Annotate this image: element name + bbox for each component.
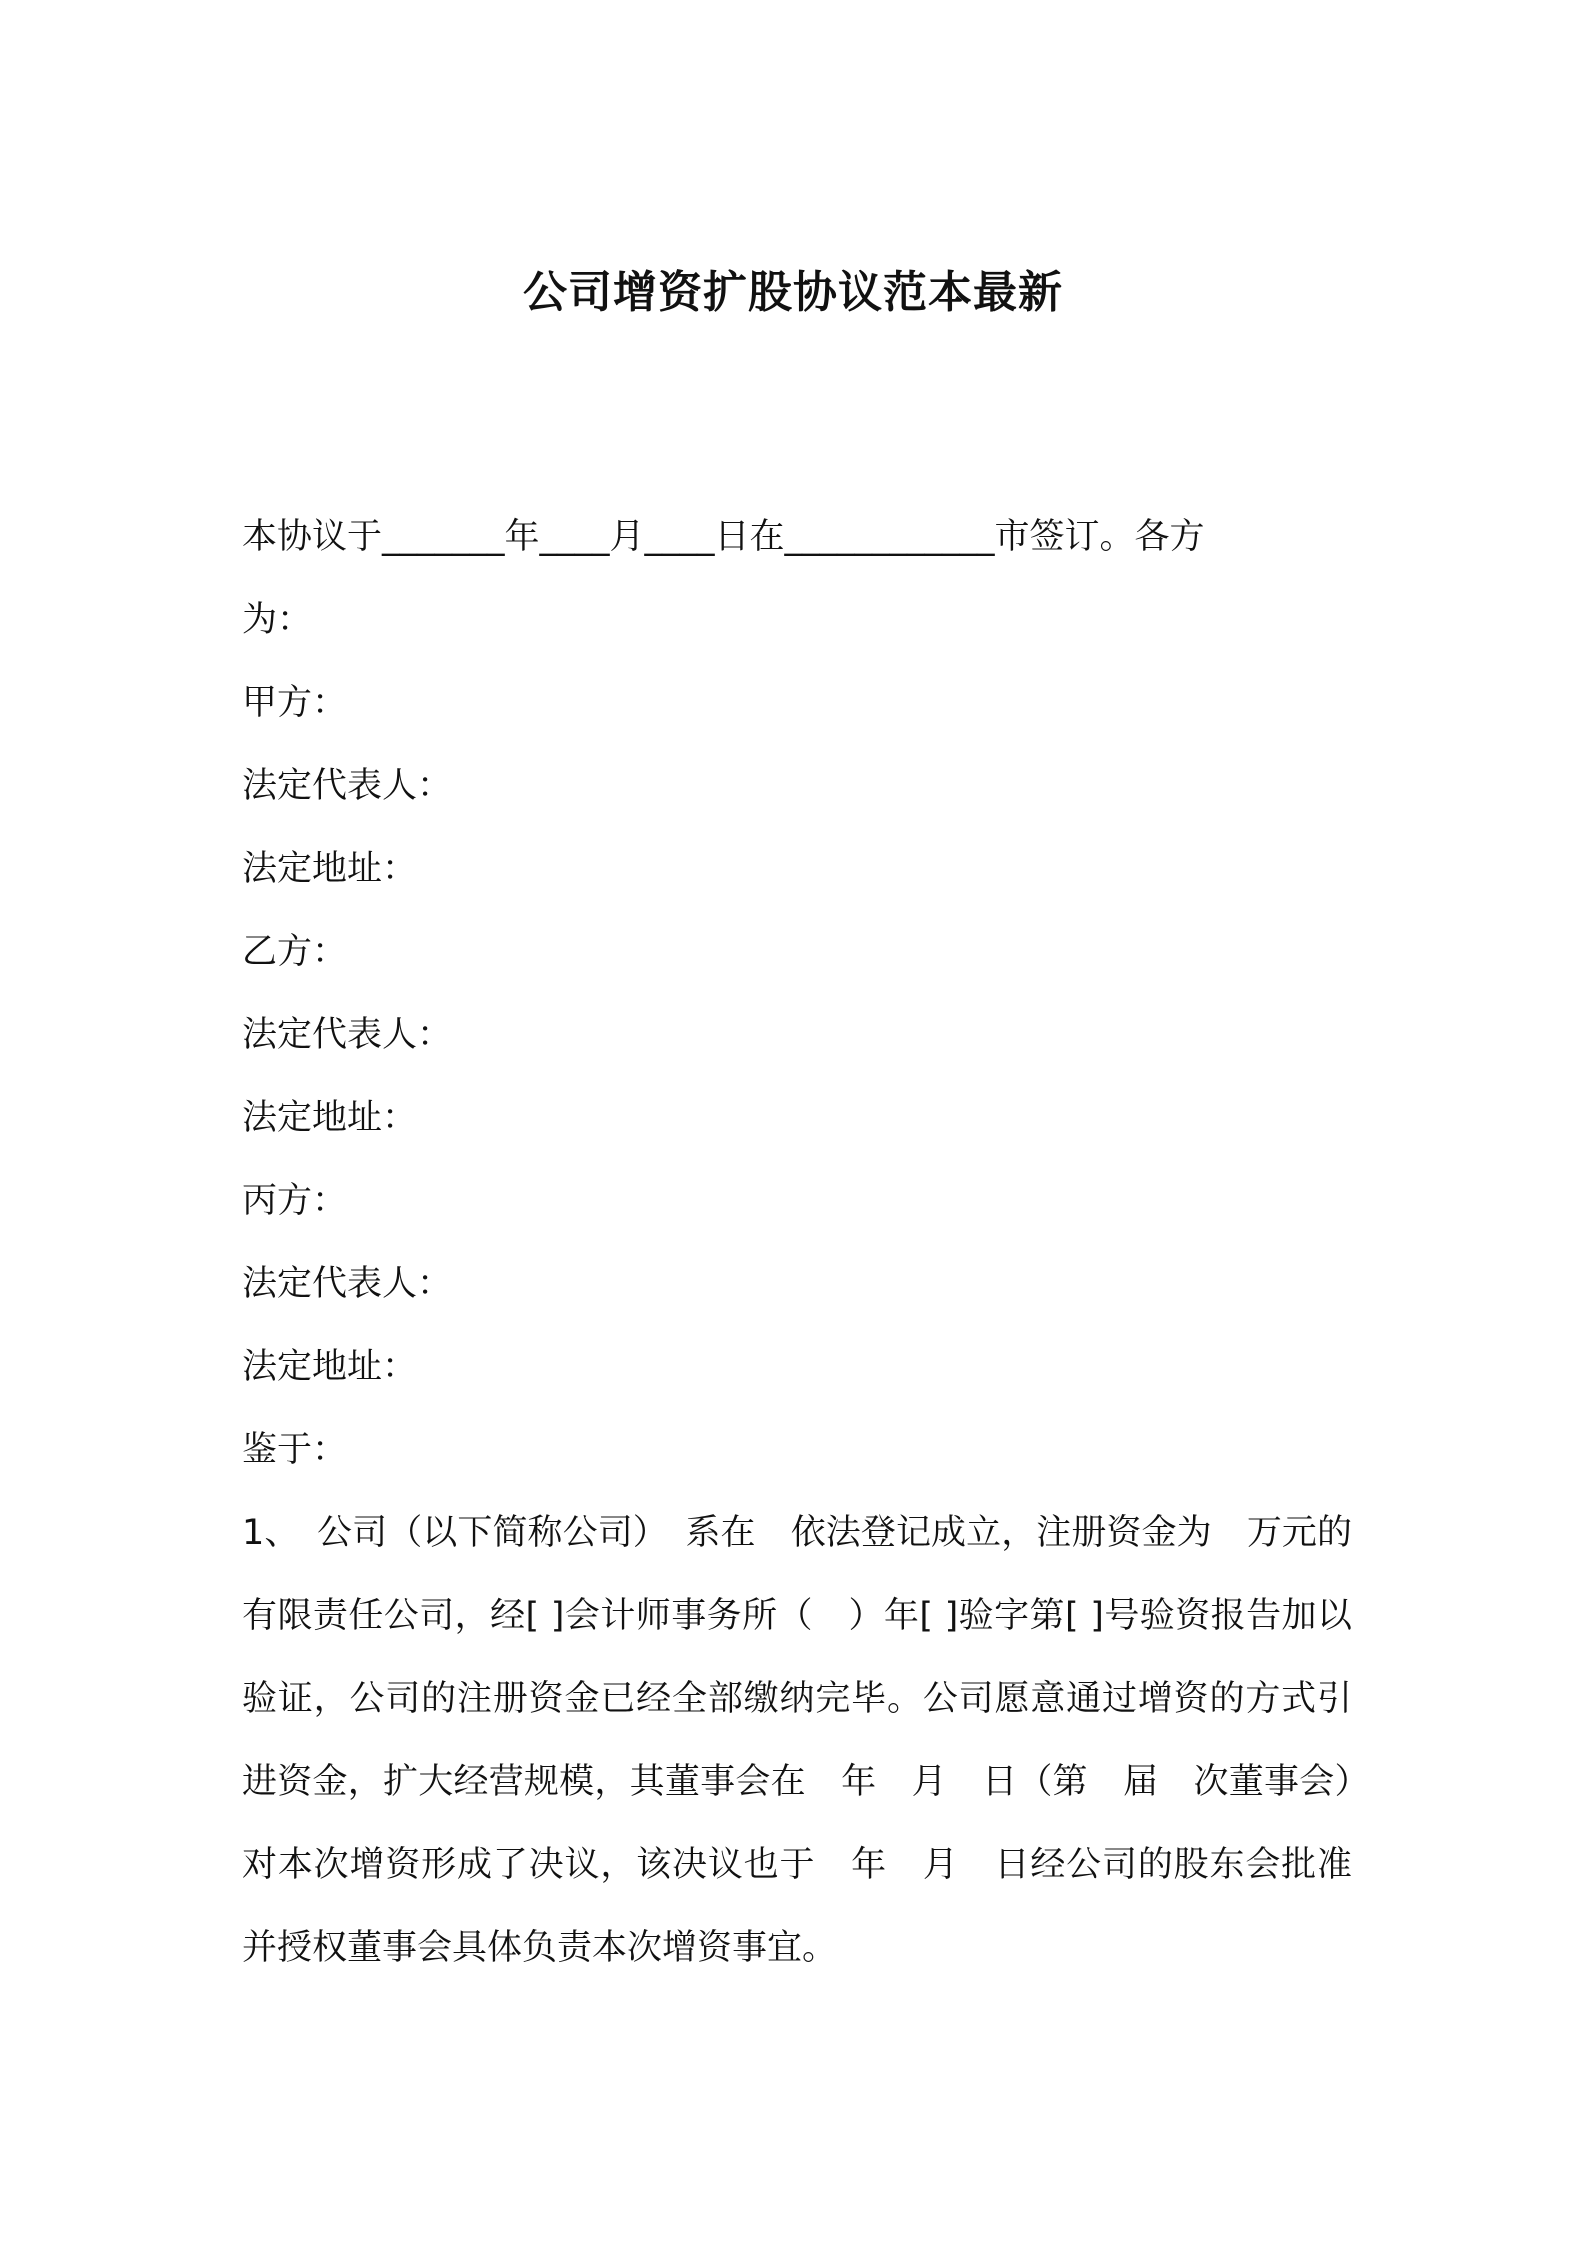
party-c-legal-representative: 法定代表人：	[242, 1264, 453, 1304]
party-c-legal-address: 法定地址：	[242, 1347, 418, 1387]
party-a-label: 甲方：	[242, 683, 348, 723]
whereas-label: 鉴于：	[242, 1430, 348, 1470]
party-b-label: 乙方：	[242, 932, 348, 972]
party-c-label: 丙方：	[242, 1181, 348, 1221]
agreement-intro-continuation: 为：	[242, 600, 313, 640]
party-b-legal-address: 法定地址：	[242, 1098, 418, 1138]
whereas-clause-1: 1、 公司（以下简称公司） 系在 依法登记成立，注册资金为 万元的有限责任公司，经[ ]会计师事务所（ ）年[ ]验字第[ ]号验资报告加以验证，公司的注册资金已经全部缴纳完毕。公司愿意通过增资的方式引进资金，扩大经营规模，其董事会在 年 月 日（第 届 次董事会）对本次增资形成了决议，该决议也于 年 月 日经公司的股东会批准并授权董事会具体负责本次增资事宜。	[242, 1513, 1352, 1968]
party-a-legal-address: 法定地址：	[242, 849, 418, 889]
agreement-intro-line: 本协议于_______年____月____日在____________市签订。各方	[242, 517, 1205, 557]
document-body	[242, 496, 1352, 1990]
party-b-legal-representative: 法定代表人：	[242, 1015, 453, 1055]
document-title: 公司增资扩股协议范本最新	[523, 267, 1063, 318]
party-a-legal-representative: 法定代表人：	[242, 766, 453, 806]
